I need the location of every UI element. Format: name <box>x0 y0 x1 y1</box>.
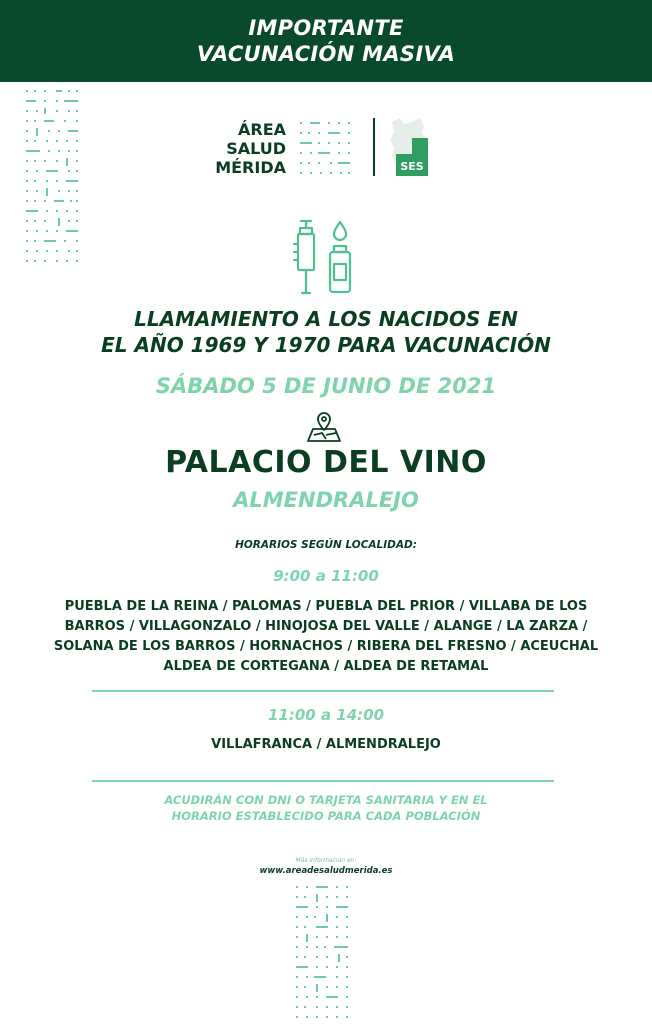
ses-logo <box>386 114 432 180</box>
towns-line: PUEBLA DE LA REINA / PALOMAS / PUEBLA DEL PRIOR / VILLABA DE LOS <box>64 599 588 614</box>
dot-pattern-bottom <box>294 884 354 1024</box>
logo-line-1: ÁREA <box>237 120 286 139</box>
divider <box>92 780 554 782</box>
towns-line: VILLAFRANCA / ALMENDRALEJO <box>211 737 441 752</box>
divider <box>92 690 554 692</box>
more-info-label: Más información en: <box>295 857 357 864</box>
header-line-2: VACUNACIÓN MASIVA <box>196 42 456 66</box>
area-salud-merida-logo <box>200 120 286 177</box>
schedule-label: HORARIOS SEGÚN LOCALIDAD: <box>235 539 417 551</box>
note-line-1: ACUDIRÁN CON DNI O TARJETA SANITARIA Y EN EL <box>164 793 488 807</box>
venue-city: ALMENDRALEJO <box>233 488 419 512</box>
logo-line-2: SALUD <box>226 139 286 158</box>
time-slot-1: 9:00 a 11:00 <box>273 567 379 585</box>
map-pin-icon <box>306 411 342 443</box>
venue-name: PALACIO DEL VINO <box>165 445 487 480</box>
event-date: SÁBADO 5 DE JUNIO DE 2021 <box>155 374 497 398</box>
time-slot-2: 11:00 a 14:00 <box>267 706 385 724</box>
headline-line-2: EL AÑO 1969 Y 1970 PARA VACUNACIÓN <box>101 333 551 357</box>
towns-line: BARROS / VILLAGONZALO / HINOJOSA DEL VALLE / ALANGE / LA ZARZA / <box>64 619 588 634</box>
towns-slot-1 <box>30 597 622 677</box>
website-link[interactable]: www.areadesaludmerida.es <box>259 866 393 876</box>
ses-badge-text: SES <box>400 160 424 173</box>
requirements-note <box>0 792 652 824</box>
dot-pattern-top-left <box>24 88 82 268</box>
towns-slot-2 <box>30 735 622 755</box>
header-line-1: IMPORTANTE <box>248 16 404 40</box>
towns-line: SOLANA DE LOS BARROS / HORNACHOS / RIBERA DEL FRESNO / ACEUCHAL <box>53 639 599 654</box>
header-banner <box>0 0 652 82</box>
headline-line-1: LLAMAMIENTO A LOS NACIDOS EN <box>134 307 518 331</box>
logo-divider <box>373 118 375 176</box>
logo-dot-pattern <box>298 120 356 178</box>
headline <box>0 306 652 358</box>
note-line-2: HORARIO ESTABLECIDO PARA CADA POBLACIÓN <box>171 809 481 823</box>
logo-line-3: MÉRIDA <box>215 158 286 177</box>
towns-line: ALDEA DE CORTEGANA / ALDEA DE RETAMAL <box>163 659 489 674</box>
syringe-vial-icon <box>290 218 358 296</box>
